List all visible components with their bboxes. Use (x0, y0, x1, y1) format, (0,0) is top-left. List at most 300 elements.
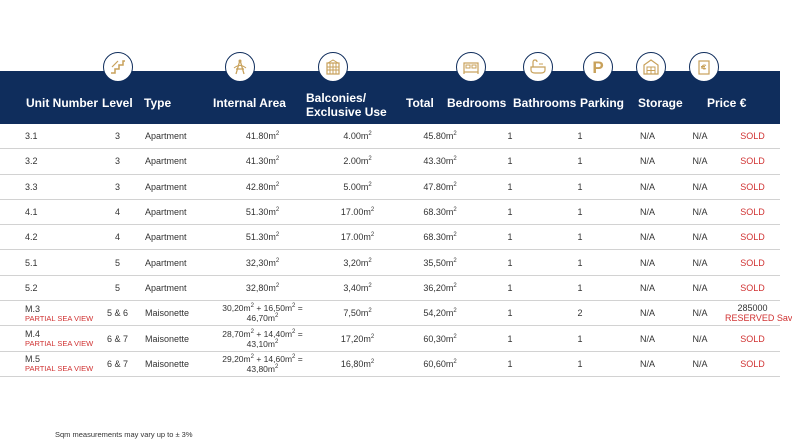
price-status: RESERVED Sav (725, 313, 792, 324)
area-unit: m (360, 156, 369, 167)
area-exponent: 2 (292, 328, 296, 335)
balcony-cell (315, 351, 400, 376)
unit-number: 5.2 (25, 282, 38, 293)
price-status: SOLD (740, 282, 765, 293)
area-exponent: 2 (275, 156, 280, 163)
area-value (423, 283, 456, 293)
price-cell (725, 149, 780, 174)
type-cell: Maisonette (135, 326, 210, 351)
area-number: 51.30 (245, 207, 269, 218)
bathrooms-cell: 2 (540, 301, 620, 326)
table-row (0, 149, 780, 174)
parking-cell: N/A (620, 149, 675, 174)
area-unit: m (268, 282, 276, 293)
area-exponent: 2 (453, 131, 457, 138)
area-exponent: 2 (275, 338, 279, 345)
area-number: 16,80 (340, 358, 364, 369)
area-number: 3,20 (343, 257, 361, 268)
parking-cell: N/A (620, 199, 675, 224)
area-unit: m (360, 181, 369, 192)
price-status: SOLD (740, 358, 765, 369)
area-exponent: 2 (368, 131, 372, 138)
compass-icon (225, 52, 255, 82)
area-unit: m (445, 131, 454, 142)
area-value (341, 359, 374, 369)
bedrooms-cell: 1 (480, 326, 540, 351)
level-cell: 3 (100, 124, 135, 149)
area-value (343, 258, 371, 268)
unit-number: M.3 (25, 303, 41, 314)
area-number: 35,50 (423, 257, 446, 268)
internal-area-line1: $28,70m^2 + 14,40m^2$ = (222, 328, 303, 339)
type-cell: Apartment (135, 124, 210, 149)
parking-icon (583, 52, 613, 82)
header-balconies-line2: Exclusive Use (306, 105, 387, 119)
area-unit: m (363, 232, 371, 243)
unit-number: 3.2 (25, 156, 38, 167)
bathrooms-cell: 1 (540, 250, 620, 275)
type-cell: Apartment (135, 225, 210, 250)
internal-area-cell (210, 250, 315, 275)
price-cell (725, 250, 780, 275)
area-value (222, 354, 254, 364)
balcony-cell (315, 225, 400, 250)
area-value (341, 232, 374, 242)
header-total: Total (406, 96, 434, 110)
storage-cell: N/A (675, 199, 725, 224)
price-status: SOLD (740, 232, 765, 243)
area-value (264, 354, 296, 364)
header-unit-number: Unit Number (26, 96, 98, 110)
bedrooms-cell: 1 (480, 225, 540, 250)
area-exponent: 2 (370, 207, 375, 214)
bathtub-icon (523, 52, 553, 82)
unit-cell (0, 301, 100, 326)
area-unit: m (243, 303, 251, 314)
price-tag-icon (689, 52, 719, 82)
price-cell (725, 124, 780, 149)
table-row (0, 326, 780, 351)
level-cell: 3 (100, 174, 135, 199)
area-exponent: 2 (370, 232, 375, 239)
bedrooms-cell: 1 (480, 351, 540, 376)
area-number: 60,60 (423, 358, 446, 369)
area-exponent: 2 (453, 282, 457, 289)
storage-cell: N/A (675, 326, 725, 351)
level-cell: 3 (100, 149, 135, 174)
table-row (0, 225, 780, 250)
area-unit: m (445, 308, 454, 319)
header-balconies-line1: Balconies/ (306, 91, 367, 105)
balcony-cell (315, 174, 400, 199)
unit-number: 5.1 (25, 257, 38, 268)
unit-view-note: PARTIAL SEA VIEW (25, 364, 94, 374)
building-icon (318, 52, 348, 82)
unit-number: 4.2 (25, 232, 38, 243)
price-status: SOLD (740, 207, 765, 218)
internal-area-line2 (210, 313, 315, 323)
area-exponent: 2 (275, 181, 280, 188)
area-number: 54,20 (423, 308, 446, 319)
area-unit: m (267, 338, 276, 349)
type-cell: Apartment (135, 199, 210, 224)
internal-area-cell (210, 174, 315, 199)
level-cell: 4 (100, 225, 135, 250)
table-row (0, 351, 780, 376)
bathrooms-cell: 1 (540, 174, 620, 199)
area-exponent: 2 (368, 181, 372, 188)
area-unit: m (363, 333, 371, 344)
area-exponent: 2 (370, 333, 375, 340)
bathrooms-cell: 1 (540, 124, 620, 149)
area-number: 16,50 (263, 303, 285, 314)
area-value (341, 334, 374, 344)
area-exponent: 2 (275, 207, 280, 214)
area-number: 45.80 (423, 131, 446, 142)
unit-cell (0, 351, 100, 376)
area-unit: m (268, 131, 276, 142)
balcony-cell (315, 326, 400, 351)
area-number: 42.80 (245, 181, 269, 192)
area-value (246, 131, 279, 141)
header-bedrooms: Bedrooms (447, 96, 507, 110)
price-status: SOLD (740, 131, 765, 142)
internal-area-cell (210, 351, 315, 376)
bathrooms-cell: 1 (540, 225, 620, 250)
unit-cell (0, 124, 100, 149)
parking-cell: N/A (620, 301, 675, 326)
area-unit: m (268, 207, 276, 218)
area-value (423, 156, 456, 166)
area-unit: m (243, 353, 251, 364)
area-number: 29,20 (222, 353, 244, 364)
area-exponent: 2 (370, 358, 375, 365)
area-number: 60,30 (423, 333, 446, 344)
area-exponent: 2 (292, 303, 296, 310)
header-internal-area: Internal Area (213, 96, 286, 110)
area-unit: m (268, 257, 276, 268)
area-exponent: 2 (368, 308, 372, 315)
type-cell: Maisonette (135, 351, 210, 376)
area-number: 17.00 (340, 232, 364, 243)
area-value (343, 182, 371, 192)
area-number: 43,80 (246, 363, 268, 374)
storage-cell: N/A (675, 351, 725, 376)
area-value (343, 131, 371, 141)
unit-cell (0, 326, 100, 351)
area-value (343, 308, 371, 318)
area-exponent: 2 (368, 282, 372, 289)
area-number: 2.00 (343, 156, 361, 167)
area-unit: m (360, 257, 369, 268)
area-number: 7,50 (343, 308, 361, 319)
area-number: 14,60 (263, 353, 285, 364)
area-unit: m (360, 282, 369, 293)
area-unit: m (360, 131, 369, 142)
type-cell: Apartment (135, 250, 210, 275)
area-unit: m (268, 232, 276, 243)
unit-number: M.5 (25, 354, 41, 365)
area-exponent: 2 (275, 131, 280, 138)
area-number: 14,40 (263, 328, 285, 339)
table-row (0, 275, 780, 300)
area-value (222, 329, 254, 339)
balcony-cell (315, 124, 400, 149)
unit-cell (0, 199, 100, 224)
area-unit: m (445, 333, 454, 344)
area-value (423, 131, 456, 141)
area-exponent: 2 (453, 257, 457, 264)
area-number: 17.00 (340, 207, 364, 218)
area-number: 3,40 (343, 282, 361, 293)
total-cell (400, 199, 480, 224)
storage-cell: N/A (675, 124, 725, 149)
area-number: 46,70 (246, 313, 268, 324)
bathrooms-cell: 1 (540, 199, 620, 224)
area-unit: m (284, 303, 293, 314)
area-unit: m (445, 282, 454, 293)
area-exponent: 2 (275, 282, 280, 289)
area-value (247, 313, 279, 323)
area-exponent: 2 (368, 257, 372, 264)
total-cell (400, 326, 480, 351)
parking-cell: N/A (620, 250, 675, 275)
area-value (246, 232, 279, 242)
area-number: 28,70 (222, 328, 244, 339)
price-status: SOLD (740, 333, 765, 344)
parking-cell: N/A (620, 174, 675, 199)
header-type: Type (144, 96, 172, 110)
internal-area-line1: $30,20m^2 + 16,50m^2$ = (222, 303, 303, 314)
parking-cell: N/A (620, 275, 675, 300)
area-exponent: 2 (275, 313, 279, 320)
bedrooms-cell: 1 (480, 124, 540, 149)
area-value (423, 182, 456, 192)
price-status: SOLD (740, 257, 765, 268)
area-exponent: 2 (250, 303, 254, 310)
area-unit: m (445, 257, 454, 268)
area-value (246, 283, 279, 293)
area-value (423, 334, 456, 344)
area-number: 51.30 (245, 232, 269, 243)
price-cell (725, 326, 780, 351)
area-exponent: 2 (453, 333, 457, 340)
price-cell (725, 301, 792, 326)
internal-area-cell (210, 326, 315, 351)
area-value (247, 364, 279, 374)
area-number: 41.30 (245, 156, 269, 167)
internal-area-line2 (210, 339, 315, 349)
area-exponent: 2 (275, 363, 279, 370)
price-cell (725, 275, 780, 300)
area-value (423, 207, 456, 217)
price-cell (725, 174, 780, 199)
total-cell (400, 301, 480, 326)
area-exponent: 2 (453, 207, 457, 214)
internal-area-line1: $29,20m^2 + 14,60m^2$ = (222, 353, 303, 364)
bed-icon (456, 52, 486, 82)
price-cell (725, 199, 780, 224)
price-status: SOLD (740, 156, 765, 167)
area-value (246, 207, 279, 217)
level-cell: 5 (100, 275, 135, 300)
area-number: 43,10 (246, 338, 268, 349)
area-number: 32,80 (245, 282, 269, 293)
total-cell (400, 225, 480, 250)
internal-area-cell (210, 301, 315, 326)
area-exponent: 2 (453, 156, 457, 163)
area-value (423, 232, 456, 242)
price-cell (725, 225, 780, 250)
unit-view-note: PARTIAL SEA VIEW (25, 313, 94, 323)
area-number: 4.00 (343, 131, 361, 142)
area-unit: m (267, 363, 276, 374)
area-value (423, 359, 456, 369)
bedrooms-cell: 1 (480, 301, 540, 326)
area-exponent: 2 (250, 353, 254, 360)
table-row (0, 124, 780, 149)
area-number: 41.80 (245, 131, 269, 142)
parking-cell: N/A (620, 351, 675, 376)
stairs-icon (103, 52, 133, 82)
parking-cell: N/A (620, 326, 675, 351)
internal-area-cell (210, 199, 315, 224)
type-cell: Apartment (135, 174, 210, 199)
table-row (0, 301, 780, 326)
parking-cell: N/A (620, 124, 675, 149)
unit-cell (0, 275, 100, 300)
area-unit: m (284, 328, 293, 339)
area-value (246, 258, 279, 268)
bedrooms-cell: 1 (480, 174, 540, 199)
area-unit: m (445, 358, 454, 369)
area-exponent: 2 (292, 353, 296, 360)
price-status: SOLD (740, 181, 765, 192)
area-number: 68.30 (423, 232, 446, 243)
area-number: 47.80 (423, 181, 446, 192)
units-table (0, 124, 792, 377)
level-cell: 6 & 7 (100, 326, 135, 351)
storage-cell: N/A (675, 275, 725, 300)
area-exponent: 2 (453, 232, 457, 239)
balcony-cell (315, 301, 400, 326)
level-cell: 4 (100, 199, 135, 224)
price-cell (725, 351, 780, 376)
unit-view-note: PARTIAL SEA VIEW (25, 339, 94, 349)
area-unit: m (267, 313, 276, 324)
area-number: 17,20 (340, 333, 364, 344)
level-cell: 5 (100, 250, 135, 275)
storage-icon (636, 52, 666, 82)
area-value (264, 329, 296, 339)
area-number: 68.30 (423, 207, 446, 218)
total-cell (400, 149, 480, 174)
area-number: 36,20 (423, 282, 446, 293)
header-balconies (306, 91, 387, 119)
area-unit: m (268, 181, 276, 192)
level-cell: 5 & 6 (100, 301, 135, 326)
total-cell (400, 250, 480, 275)
header-bathrooms: Bathrooms (513, 96, 577, 110)
unit-cell (0, 225, 100, 250)
area-unit: m (445, 207, 454, 218)
table-row (0, 250, 780, 275)
header-storage: Storage (638, 96, 683, 110)
area-value (247, 339, 279, 349)
area-unit: m (445, 181, 454, 192)
area-value (423, 258, 456, 268)
area-value (343, 283, 371, 293)
area-unit: m (445, 156, 454, 167)
area-value (343, 156, 371, 166)
storage-cell: N/A (675, 301, 725, 326)
type-cell: Apartment (135, 149, 210, 174)
internal-area-cell (210, 124, 315, 149)
bathrooms-cell: 1 (540, 351, 620, 376)
unit-cell (0, 250, 100, 275)
area-value (341, 207, 374, 217)
storage-cell: N/A (675, 149, 725, 174)
bedrooms-cell: 1 (480, 149, 540, 174)
area-exponent: 2 (275, 232, 280, 239)
storage-cell: N/A (675, 174, 725, 199)
total-cell (400, 124, 480, 149)
level-cell: 6 & 7 (100, 351, 135, 376)
internal-area-cell (210, 225, 315, 250)
area-number: 30,20 (222, 303, 244, 314)
area-exponent: 2 (368, 156, 372, 163)
balcony-cell (315, 250, 400, 275)
table-row (0, 199, 780, 224)
area-unit: m (243, 328, 251, 339)
bathrooms-cell: 1 (540, 326, 620, 351)
type-cell: Maisonette (135, 301, 210, 326)
area-unit: m (284, 353, 293, 364)
area-exponent: 2 (275, 257, 280, 264)
price-value: 285000 (737, 303, 768, 314)
type-cell: Apartment (135, 275, 210, 300)
internal-area-cell (210, 275, 315, 300)
area-exponent: 2 (453, 358, 457, 365)
area-exponent: 2 (250, 328, 254, 335)
area-value (222, 303, 254, 313)
area-unit: m (363, 358, 371, 369)
bedrooms-cell: 1 (480, 199, 540, 224)
table-row (0, 174, 780, 199)
unit-number: 3.3 (25, 181, 38, 192)
area-number: 43.30 (423, 156, 446, 167)
total-cell (400, 275, 480, 300)
balcony-cell (315, 149, 400, 174)
area-number: 32,30 (245, 257, 269, 268)
unit-number: 4.1 (25, 207, 38, 218)
bedrooms-cell: 1 (480, 250, 540, 275)
footnote: Sqm measurements may vary up to ± 3% (55, 430, 193, 439)
area-unit: m (445, 232, 454, 243)
internal-area-line2 (210, 364, 315, 374)
balcony-cell (315, 275, 400, 300)
internal-area-cell (210, 149, 315, 174)
unit-cell (0, 149, 100, 174)
area-unit: m (268, 156, 276, 167)
bedrooms-cell: 1 (480, 275, 540, 300)
unit-number: 3.1 (25, 131, 38, 142)
area-number: 5.00 (343, 181, 361, 192)
header-parking: Parking (580, 96, 625, 110)
bathrooms-cell: 1 (540, 275, 620, 300)
area-unit: m (363, 207, 371, 218)
total-cell (400, 174, 480, 199)
